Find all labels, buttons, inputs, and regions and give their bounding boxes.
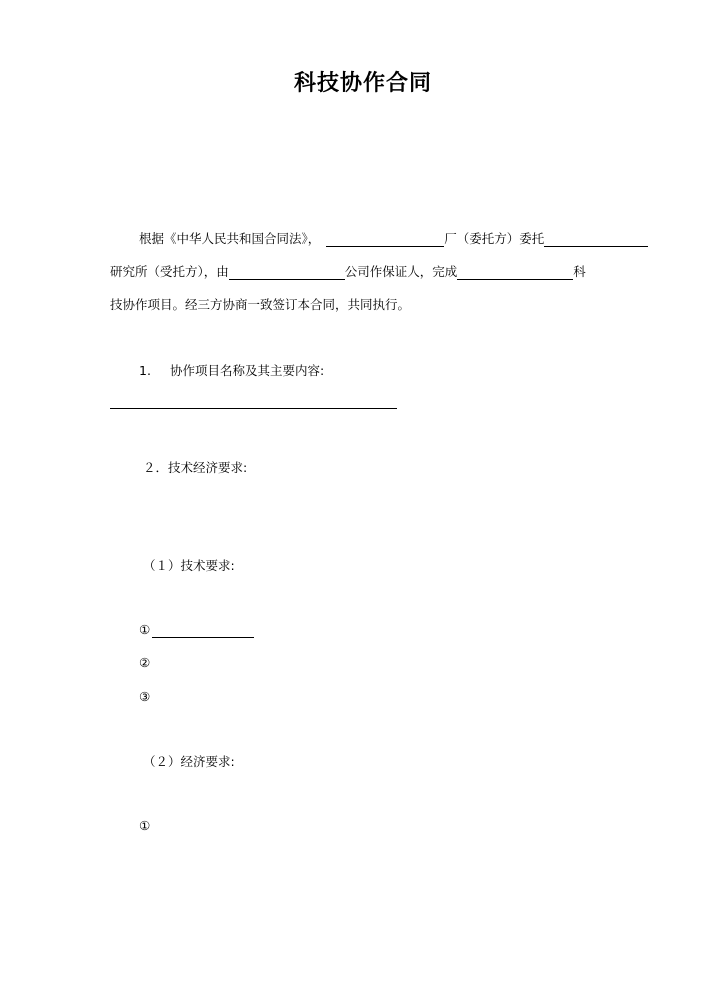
section-2-heading: ２．技术经济要求: — [143, 460, 248, 475]
economic-requirements-heading: （２）经济要求: — [143, 754, 235, 769]
intro-text-entrust: 厂（委托方）委托 — [444, 231, 545, 246]
tech-item-1-marker: ① — [139, 622, 151, 637]
section-1-content-blank[interactable] — [110, 408, 397, 409]
tech-item-1 — [139, 622, 254, 638]
tech-item-2: ② — [139, 655, 151, 670]
intro-text-guarantor: 公司作保证人，完成 — [344, 264, 458, 279]
technical-requirements-heading: （１）技术要求: — [143, 558, 235, 573]
tech-item-1-blank[interactable] — [152, 623, 254, 638]
section-1-number: 1. — [139, 363, 151, 378]
project-name-blank[interactable] — [457, 265, 573, 280]
intro-text-institute: 研究所（受托方），由 — [110, 264, 229, 279]
intro-line-2 — [110, 264, 586, 280]
intro-line-3: 技协作项目。经三方协商一致签订本合同，共同执行。 — [110, 297, 411, 312]
guarantor-company-blank[interactable] — [229, 265, 345, 280]
factory-name-blank[interactable] — [326, 232, 444, 247]
intro-line-1 — [139, 231, 648, 247]
intro-text-ke: 科 — [573, 264, 586, 279]
section-1-label: 协作项目名称及其主要内容: — [170, 363, 325, 378]
document-title: 科技协作合同 — [294, 71, 433, 96]
intro-text-law: 根据《中华人民共和国合同法》， — [139, 231, 321, 246]
tech-item-3: ③ — [139, 689, 151, 704]
econ-item-1: ① — [139, 818, 151, 833]
entrusted-party-blank[interactable] — [544, 232, 648, 247]
